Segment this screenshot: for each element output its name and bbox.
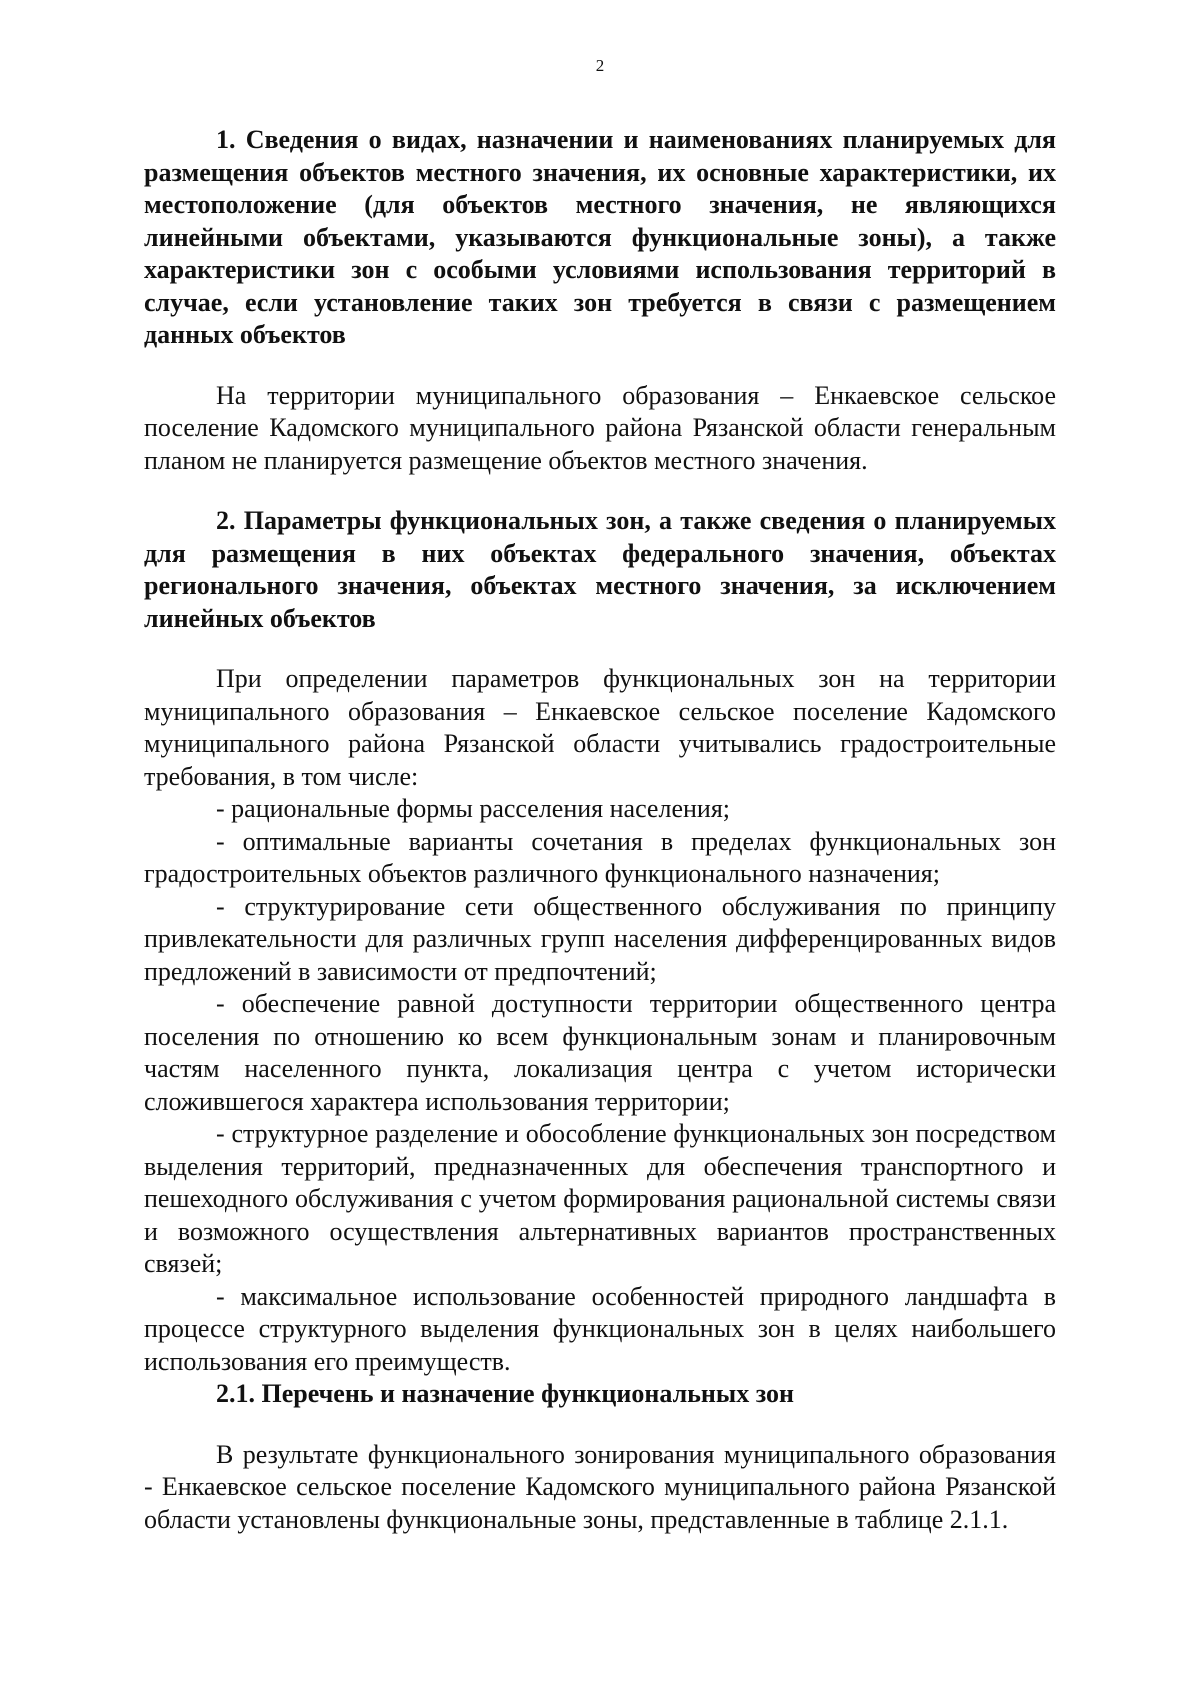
page-number: 2	[595, 56, 605, 75]
list-item: - структурное разделение и обособление функциональных зон посредством выделения территорий, предназначенных для обеспечения транспортного и пешеходного обслуживания с учетом формирования рациональной системы связи и возможного осуществления альтернативных вариантов пространственных связей;	[144, 1119, 1056, 1278]
list-item: - обеспечение равной доступности территории общественного центра поселения по отношению ко всем функциональным зонам и планировочным частям населенного пункта, локализация центра с учетом исторически сложившегося характера использования территории;	[144, 989, 1056, 1116]
section-2-heading: 2. Параметры функциональных зон, а также сведения о планируемых для размещения в них объектах федерального значения, объектах регионального значения, объектах местного значения, за исключением линейных объектов	[144, 506, 1056, 633]
section-1-paragraph: На территории муниципального образования – Енкаевское сельское поселение Кадомского муниципального района Рязанской области генеральным планом не планируется размещение объектов местного значения.	[144, 380, 1056, 475]
section-2-1-heading: 2.1. Перечень и назначение функциональных зон	[216, 1379, 794, 1408]
section-2-intro: При определении параметров функциональных зон на территории муниципального образования – Енкаевское сельское поселение Кадомского муниципального района Рязанской области учитывались градостроительные требования, в том числе:	[144, 664, 1056, 791]
section-2-1-paragraph: В результате функционального зонирования муниципального образования - Енкаевское сельское поселение Кадомского муниципального района Рязанской области установлены функциональные зоны, представленные в таблице 2.1.1.	[144, 1439, 1056, 1534]
requirements-list	[144, 793, 1056, 1378]
list-item: - максимальное использование особенностей природного ландшафта в процессе структурного выделения функциональных зон в целях наибольшего использования его преимуществ.	[144, 1281, 1056, 1376]
list-item: - структурирование сети общественного обслуживания по принципу привлекательности для различных групп населения дифференцированных видов предложений в зависимости от предпочтений;	[144, 891, 1056, 986]
section-1-heading: 1. Сведения о видах, назначении и наименованиях планируемых для размещения объектов местного значения, их основные характеристики, их местоположение (для объектов местного значения, не являющихся линейными объектами, указываются функциональные зоны), а также характеристики зон с особыми условиями использования территорий в случае, если установление таких зон требуется в связи с размещением данных объектов	[144, 125, 1056, 349]
list-item: - рациональные формы расселения населения;	[216, 794, 730, 823]
list-item: - оптимальные варианты сочетания в пределах функциональных зон градостроительных объектов различного функционального назначения;	[144, 826, 1056, 888]
